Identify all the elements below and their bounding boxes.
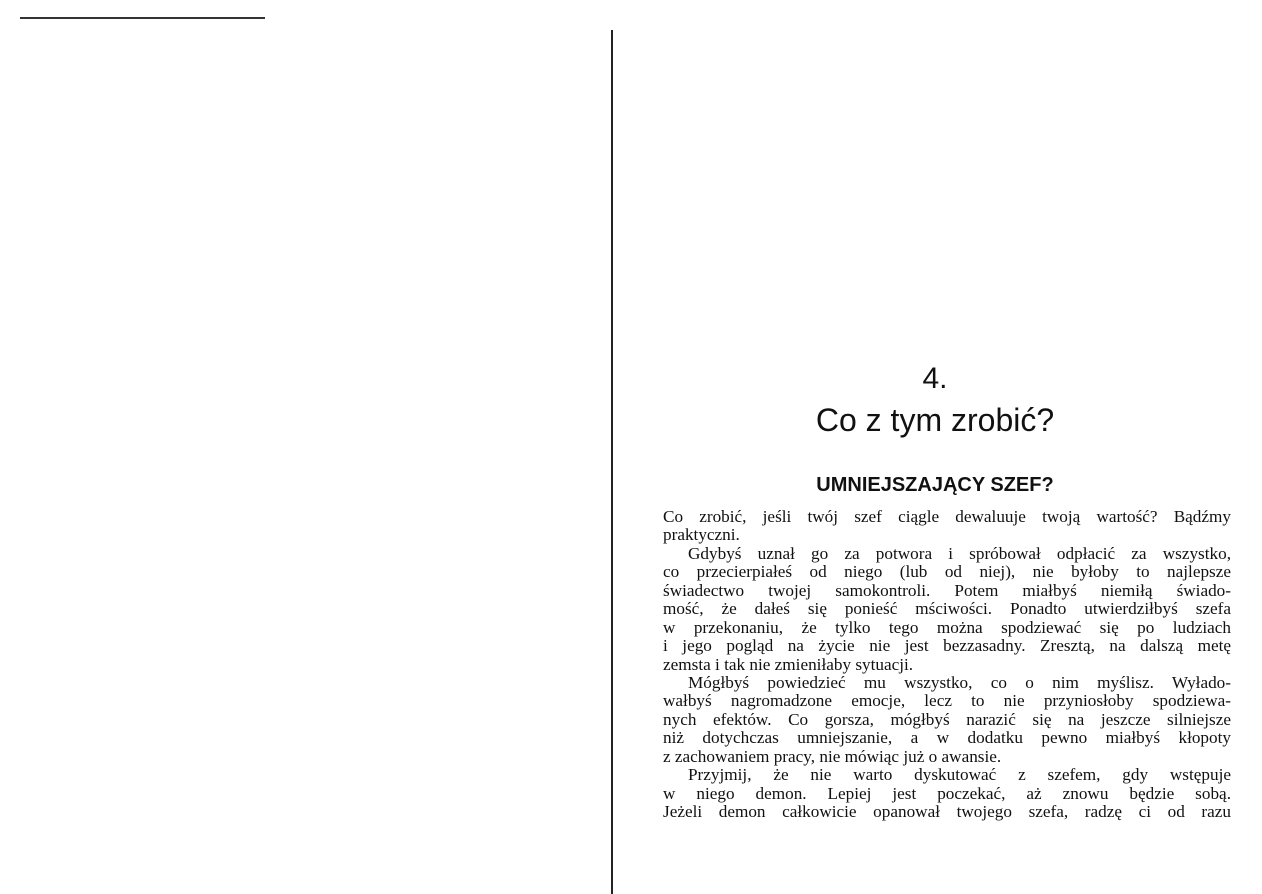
text-line: Mógłbyś powiedzieć mu wszystko, co o nim myślisz. Wyłado-: [688, 672, 1231, 692]
text-line: w niego demon. Lepiej jest poczekać, aż znowu będzie sobą.: [663, 783, 1231, 803]
text-line: wałbyś nagromadzone emocje, lecz to nie przyniosłoby spodziewa-: [663, 691, 1231, 711]
text-line: zemsta i tak nie zmieniłaby sytuacji.: [663, 654, 914, 674]
text-line: praktyczni.: [663, 525, 740, 545]
top-rule: [20, 17, 265, 19]
chapter-number: 4.: [922, 362, 948, 395]
text-line: Jeżeli demon całkowicie opanował twojego szefa, radzę ci od razu: [663, 802, 1231, 821]
text-line: co przecierpiałeś od niego (lub od niej), nie byłoby to najlepsze: [663, 562, 1231, 582]
text-line: Przyjmij, że nie warto dyskutować z szefem, gdy wstępuje: [688, 765, 1231, 785]
body-text: [663, 508, 1231, 821]
text-line: z zachowaniem pracy, nie mówiąc już o awansie.: [663, 746, 1002, 766]
text-line: niż dotychczas umniejszanie, a w dodatku pewno miałbyś kłopoty: [663, 728, 1231, 748]
text-line: Co zrobić, jeśli twój szef ciągle dewaluuje twoją wartość? Bądźmy: [663, 507, 1231, 526]
page-gutter-divider: [611, 30, 613, 894]
text-line: nych efektów. Co gorsza, mógłbyś narazić się na jeszcze silniejsze: [663, 709, 1231, 729]
text-line: mość, że dałeś się ponieść mściwości. Ponadto utwierdziłbyś szefa: [663, 599, 1231, 619]
text-line: Gdybyś uznał go za potwora i spróbował odpłacić za wszystko,: [688, 543, 1231, 563]
section-heading: UMNIEJSZAJĄCY SZEF?: [816, 474, 1054, 496]
chapter-title: Co z tym zrobić?: [815, 402, 1055, 438]
text-line: świadectwo twojej samokontroli. Potem miałbyś niemiłą świado-: [663, 580, 1231, 600]
text-line: w przekonaniu, że tylko tego można spodziewać się po ludziach: [663, 617, 1231, 637]
text-line: i jego pogląd na życie nie jest bezzasadny. Zresztą, na dalszą metę: [663, 636, 1231, 656]
